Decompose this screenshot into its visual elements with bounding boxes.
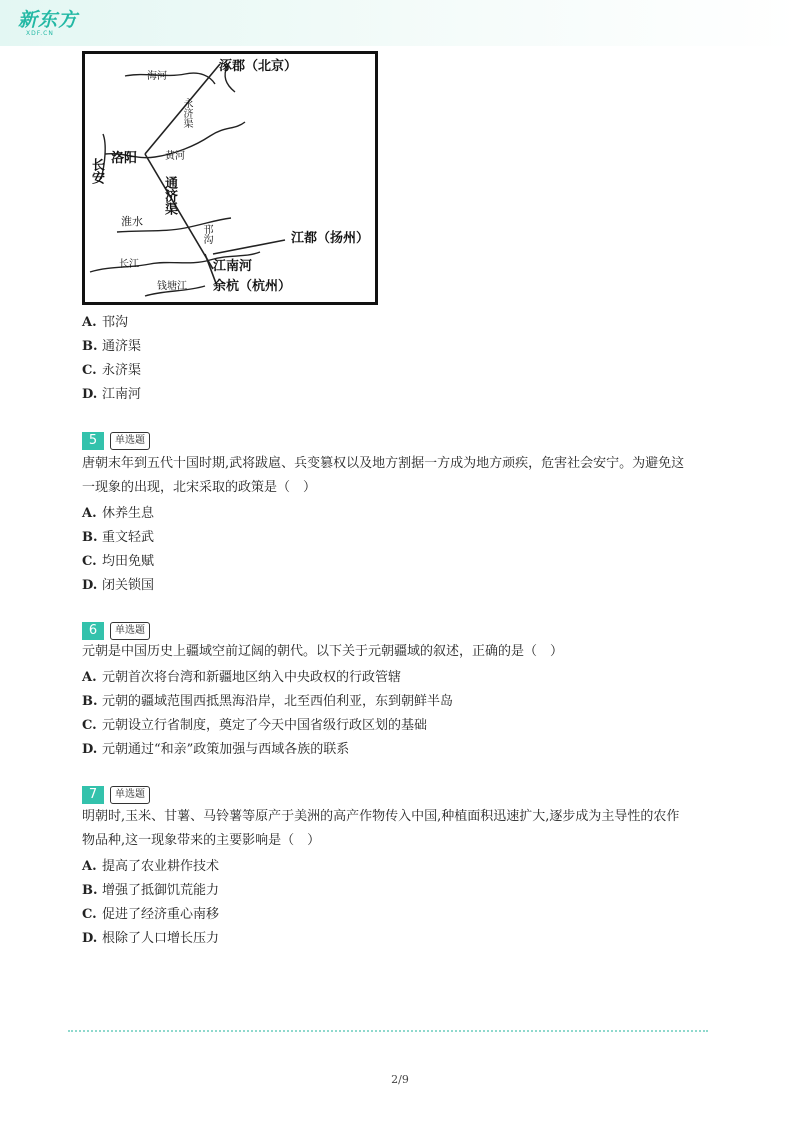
question-type-tag: 单选题 xyxy=(110,622,150,640)
q7-option-a[interactable]: A. 提高了农业耕作技术 xyxy=(82,859,220,874)
q7-option-b[interactable]: B. 增强了抵御饥荒能力 xyxy=(82,883,220,898)
q7-header xyxy=(82,786,150,804)
map-label-changan: 长安 xyxy=(89,158,104,184)
footer-divider xyxy=(68,1030,708,1032)
map-label-huang-he: 黄河 xyxy=(165,151,185,162)
map-label-jiangnan-he: 江南河 xyxy=(213,259,253,274)
q6-option-a[interactable]: A. 元朝首次将台湾和新疆地区纳入中央政权的行政管辖 xyxy=(82,670,402,685)
q5-header xyxy=(82,432,150,450)
q4-option-a[interactable]: A. 邗沟 xyxy=(82,315,129,330)
q7-option-c[interactable]: C. 促进了经济重心南移 xyxy=(82,907,220,922)
xdf-logo xyxy=(18,10,88,42)
q7-stem: 明朝时,玉米、甘薯、马铃薯等原产于美洲的高产作物传入中国,种植面积迅速扩大,逐步成为主导性的农作物品种,这一现象带来的主要影响是（ ） xyxy=(82,809,680,848)
q5-option-c[interactable]: C. 均田免赋 xyxy=(82,554,155,569)
question-number-badge: 7 xyxy=(82,786,104,804)
q7-options xyxy=(82,855,219,951)
map-label-han-gou: 邗沟 xyxy=(201,224,212,244)
q4-option-c[interactable]: C. 永济渠 xyxy=(82,363,142,378)
question-type-tag: 单选题 xyxy=(110,786,150,804)
q6-stem: 元朝是中国历史上疆域空前辽阔的朝代。以下关于元朝疆域的叙述，正确的是（ ） xyxy=(82,644,564,659)
map-label-zhuojun: 涿郡（北京） xyxy=(219,59,298,74)
map-label-tongji-qu: 通济渠 xyxy=(162,176,177,215)
q5-option-d[interactable]: D. 闭关锁国 xyxy=(82,578,155,593)
q4-option-b[interactable]: B. 通济渠 xyxy=(82,339,142,354)
q5-option-b[interactable]: B. 重文轻武 xyxy=(82,530,155,545)
question-number-badge: 5 xyxy=(82,432,104,450)
map-label-chang-jiang: 长江 xyxy=(119,259,139,270)
page-number: 2/9 xyxy=(391,1073,409,1086)
map-label-luoyang: 洛阳 xyxy=(111,151,138,166)
map-label-hai-he: 海河 xyxy=(147,71,167,82)
question-number-badge: 6 xyxy=(82,622,104,640)
grand-canal-map xyxy=(82,51,378,305)
map-label-huai-shui: 淮水 xyxy=(121,215,143,228)
q6-option-b[interactable]: B. 元朝的疆域范围西抵黑海沿岸，北至西伯利亚，东到朝鲜半岛 xyxy=(82,694,454,709)
q4-options xyxy=(82,311,141,407)
q4-option-d[interactable]: D. 江南河 xyxy=(82,387,142,402)
hai-he-river xyxy=(125,73,215,84)
q6-option-c[interactable]: C. 元朝设立行省制度，奠定了今天中国省级行政区划的基础 xyxy=(82,718,428,733)
map-label-yuhang: 余杭（杭州） xyxy=(213,279,292,294)
map-label-qiantang-jiang: 钱塘江 xyxy=(157,281,187,292)
q5-option-a[interactable]: A. 休养生息 xyxy=(82,506,155,521)
q6-option-d[interactable]: D. 元朝通过“和亲”政策加强与西域各族的联系 xyxy=(82,742,350,757)
tongji-canal-line xyxy=(145,151,213,269)
map-label-jiangdu: 江都（扬州） xyxy=(291,231,370,246)
q5-stem: 唐朝末年到五代十国时期,武将跋扈、兵变篡权以及地方割据一方成为地方顽疾，危害社会安宁。为避免这一现象的出现，北宋采取的政策是（ ） xyxy=(82,456,685,495)
hangou-line xyxy=(213,240,285,254)
q7-option-d[interactable]: D. 根除了人口增长压力 xyxy=(82,931,220,946)
q6-header xyxy=(82,622,150,640)
logo-main-text: 新东方 xyxy=(18,9,79,31)
q6-options xyxy=(82,666,453,762)
question-type-tag: 单选题 xyxy=(110,432,150,450)
header-band xyxy=(0,0,800,46)
q5-options xyxy=(82,502,154,598)
logo-sub-text: XDF.CN xyxy=(26,30,54,37)
map-label-yongji-qu: 永济渠 xyxy=(181,98,192,128)
